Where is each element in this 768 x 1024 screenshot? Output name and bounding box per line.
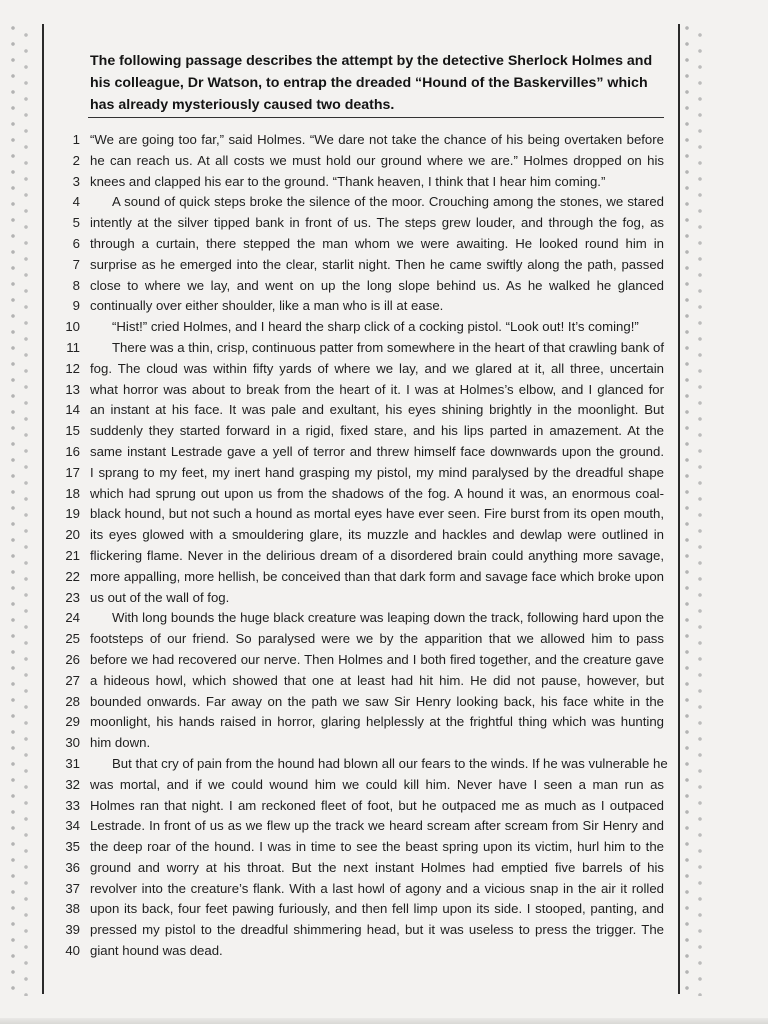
passage-line xyxy=(44,858,674,879)
line-text: before we had recovered our nerve. Then Holmes and I both fired together, and the creature gave xyxy=(90,651,664,667)
line-number: 33 xyxy=(65,797,80,813)
line-text: us out of the wall of fog. xyxy=(90,589,230,605)
line-text: him down. xyxy=(90,735,151,751)
passage-text xyxy=(44,130,674,962)
decorative-border-right xyxy=(680,22,708,996)
passage-line xyxy=(44,504,674,525)
line-text: There was a thin, crisp, continuous patter from somewhere in the heart of that crawling bank of xyxy=(112,339,664,355)
passage-line xyxy=(44,588,674,609)
line-text: With long bounds the huge black creature was leaping down the track, following hard upon the xyxy=(112,610,664,626)
line-text: intently at the silver tipped bank in front of us. The steps grew louder, and through the fog, as xyxy=(90,215,664,231)
line-text: “We are going too far,” said Holmes. “We dare not take the chance of his being overtaken before xyxy=(90,132,664,147)
passage-line xyxy=(44,567,674,588)
line-number: 37 xyxy=(65,880,80,896)
line-number: 17 xyxy=(65,464,80,480)
line-number: 14 xyxy=(65,402,80,418)
passage-line xyxy=(44,879,674,900)
line-text: its eyes glowed with a smouldering glare, its muzzle and hackles and dewlap were outlined in xyxy=(90,527,664,543)
line-number: 32 xyxy=(65,776,80,792)
line-text: was mortal, and if we could wound him we could kill him. Never have I seen a man run as xyxy=(90,776,664,792)
line-number: 38 xyxy=(65,901,80,917)
decorative-border-left xyxy=(6,22,34,996)
line-text: black hound, but not such a hound as mortal eyes have ever seen. Fire burst from its open mouth, xyxy=(90,506,664,522)
line-number: 13 xyxy=(65,381,80,397)
line-text: knees and clapped his ear to the ground. “Thank heaven, I think that I hear him coming.” xyxy=(90,173,606,189)
line-text: same instant Lestrade gave a yell of terror and threw himself face downwards upon the ground. xyxy=(90,443,664,459)
line-text: Lestrade. In front of us as we flew up the track we heard scream after scream from Sir Henry and xyxy=(90,818,664,834)
passage-line xyxy=(44,276,674,297)
line-number: 3 xyxy=(72,173,80,189)
line-text: ground and worry at his throat. But the next instant Holmes had emptied five barrels of his xyxy=(90,859,664,875)
line-text: I sprang to my feet, my inert hand grasping my pistol, my mind paralysed by the dreadful shape xyxy=(90,464,664,480)
line-number: 15 xyxy=(65,423,80,439)
passage-line xyxy=(44,213,674,234)
line-number: 8 xyxy=(72,277,80,293)
passage-line xyxy=(44,255,674,276)
line-number: 7 xyxy=(72,256,80,272)
passage-line xyxy=(44,338,674,359)
passage-line xyxy=(44,692,674,713)
passage-line xyxy=(44,234,674,255)
passage-line xyxy=(44,484,674,505)
passage-line xyxy=(44,650,674,671)
line-text: flickering flame. Never in the delirious dream of a disordered brain could anything more savage, xyxy=(90,547,664,563)
line-number: 28 xyxy=(65,693,80,709)
line-text: a hideous howl, which showed that one at least had hit him. He did not pause, however, but xyxy=(90,672,664,688)
line-number: 10 xyxy=(65,319,80,335)
passage-line xyxy=(44,546,674,567)
passage-introduction: The following passage describes the attempt by the detective Sherlock Holmes and his colleague, Dr Watson, to entrap the dreaded “Hound of the Baskervilles” which has already mysteriously caused two deaths. xyxy=(90,53,653,113)
passage-line xyxy=(44,796,674,817)
line-text: upon its back, four feet pawing furiously, and then fell limp upon its side. I stooped, panting, and xyxy=(90,901,664,917)
line-text: giant hound was dead. xyxy=(90,943,223,959)
line-text: which had sprung out upon us from the shadows of the fog. A hound it was, an enormous coal- xyxy=(90,485,664,501)
passage-line xyxy=(44,525,674,546)
passage-line xyxy=(44,671,674,692)
line-number: 5 xyxy=(72,215,80,231)
line-number: 23 xyxy=(65,589,80,605)
line-text: pressed my pistol to the dreadful shimmering head, but it was useless to press the trigger. The xyxy=(90,922,664,938)
line-number: 40 xyxy=(65,943,80,959)
passage-line xyxy=(44,837,674,858)
line-number: 31 xyxy=(65,755,80,771)
line-text: what horror was about to break from the heart of it. I was at Holmes’s elbow, and I glanced for xyxy=(90,381,664,397)
line-number: 6 xyxy=(72,235,80,251)
passage-line xyxy=(44,816,674,837)
line-number: 39 xyxy=(65,922,80,938)
line-number: 30 xyxy=(65,735,80,751)
passage-line xyxy=(44,629,674,650)
line-number: 9 xyxy=(72,298,80,314)
introduction-divider xyxy=(88,117,664,118)
passage-line xyxy=(44,317,674,338)
line-number: 21 xyxy=(65,547,80,563)
line-number: 29 xyxy=(65,714,80,730)
passage-line xyxy=(44,421,674,442)
passage-line xyxy=(44,172,674,193)
line-text: Holmes ran that night. I am reckoned fleet of foot, but he outpaced me as much as I outpaced xyxy=(90,797,664,813)
passage-line xyxy=(44,712,674,733)
line-number: 11 xyxy=(66,339,80,355)
line-text: suddenly they started forward in a rigid, fixed stare, and his lips parted in amazement. At the xyxy=(90,423,664,439)
passage-line xyxy=(44,151,674,172)
passage-line xyxy=(44,380,674,401)
passage-line xyxy=(44,608,674,629)
passage-line xyxy=(44,754,674,775)
line-number: 4 xyxy=(72,194,80,210)
line-text: surprise as he emerged into the clear, starlit night. Then he came swiftly along the path, passed xyxy=(90,256,664,272)
passage-line xyxy=(44,941,674,962)
line-text: the deep roar of the hound. I was in time to see the beast spring upon its victim, hurl him to the xyxy=(90,839,664,855)
line-number: 25 xyxy=(65,631,80,647)
line-text: “Hist!” cried Holmes, and I heard the sharp click of a cocking pistol. “Look out! It’s coming!” xyxy=(112,319,639,335)
passage-line xyxy=(44,463,674,484)
passage-line xyxy=(44,899,674,920)
line-number: 34 xyxy=(65,818,80,834)
passage-line xyxy=(44,296,674,317)
passage-line xyxy=(44,130,674,151)
line-number: 35 xyxy=(65,839,80,855)
line-number: 26 xyxy=(65,651,80,667)
line-number: 20 xyxy=(65,527,80,543)
line-text: more appalling, more hellish, be conceived than that dark form and savage face which broke upon xyxy=(90,568,664,584)
passage-line xyxy=(44,192,674,213)
line-number: 19 xyxy=(65,506,80,522)
line-number: 12 xyxy=(65,360,80,376)
line-number: 36 xyxy=(65,859,80,875)
scan-edge xyxy=(0,1018,768,1024)
passage-line xyxy=(44,359,674,380)
passage-line xyxy=(44,775,674,796)
passage-line xyxy=(44,920,674,941)
line-text: A sound of quick steps broke the silence of the moor. Crouching among the stones, we stared xyxy=(112,194,664,210)
line-text: moonlight, his hands raised in horror, glaring helplessly at the frightful thing which was hunting xyxy=(90,714,664,730)
line-number: 24 xyxy=(65,610,80,626)
line-text: through a curtain, there stepped the man whom we were awaiting. He looked round him in xyxy=(90,235,664,251)
line-text: But that cry of pain from the hound had blown all our fears to the winds. If he was vulnerable he xyxy=(112,755,668,771)
passage-line xyxy=(44,400,674,421)
line-text: he can reach us. At all costs we must hold our ground where we are.” Holmes dropped on his xyxy=(90,152,664,168)
line-number: 18 xyxy=(65,485,80,501)
line-text: close to where we lay, and went on up the long slope behind us. As he walked he glanced xyxy=(90,277,664,293)
line-text: continually over either shoulder, like a man who is ill at ease. xyxy=(90,298,444,314)
line-number: 22 xyxy=(65,568,80,584)
line-text: bounded onwards. Far away on the path we saw Sir Henry looking back, his face white in the xyxy=(90,693,664,709)
margin-rule-right xyxy=(678,24,680,994)
line-number: 2 xyxy=(72,152,80,168)
line-text: footsteps of our friend. So paralysed were we by the apparition that we allowed him to pass xyxy=(90,631,664,647)
line-number: 27 xyxy=(65,672,80,688)
passage-line xyxy=(44,733,674,754)
passage-line xyxy=(44,442,674,463)
line-text: fog. The cloud was within fifty yards of where we lay, and we glared at it, all three, uncertain xyxy=(90,360,664,376)
line-text: an instant at his face. It was pale and exultant, his eyes shining brightly in the moonlight. But xyxy=(90,402,664,418)
line-number: 1 xyxy=(72,132,80,147)
line-number: 16 xyxy=(65,443,80,459)
line-text: revolver into the creature’s flank. With a last howl of agony and a vicious snap in the air it rolled xyxy=(90,880,664,896)
